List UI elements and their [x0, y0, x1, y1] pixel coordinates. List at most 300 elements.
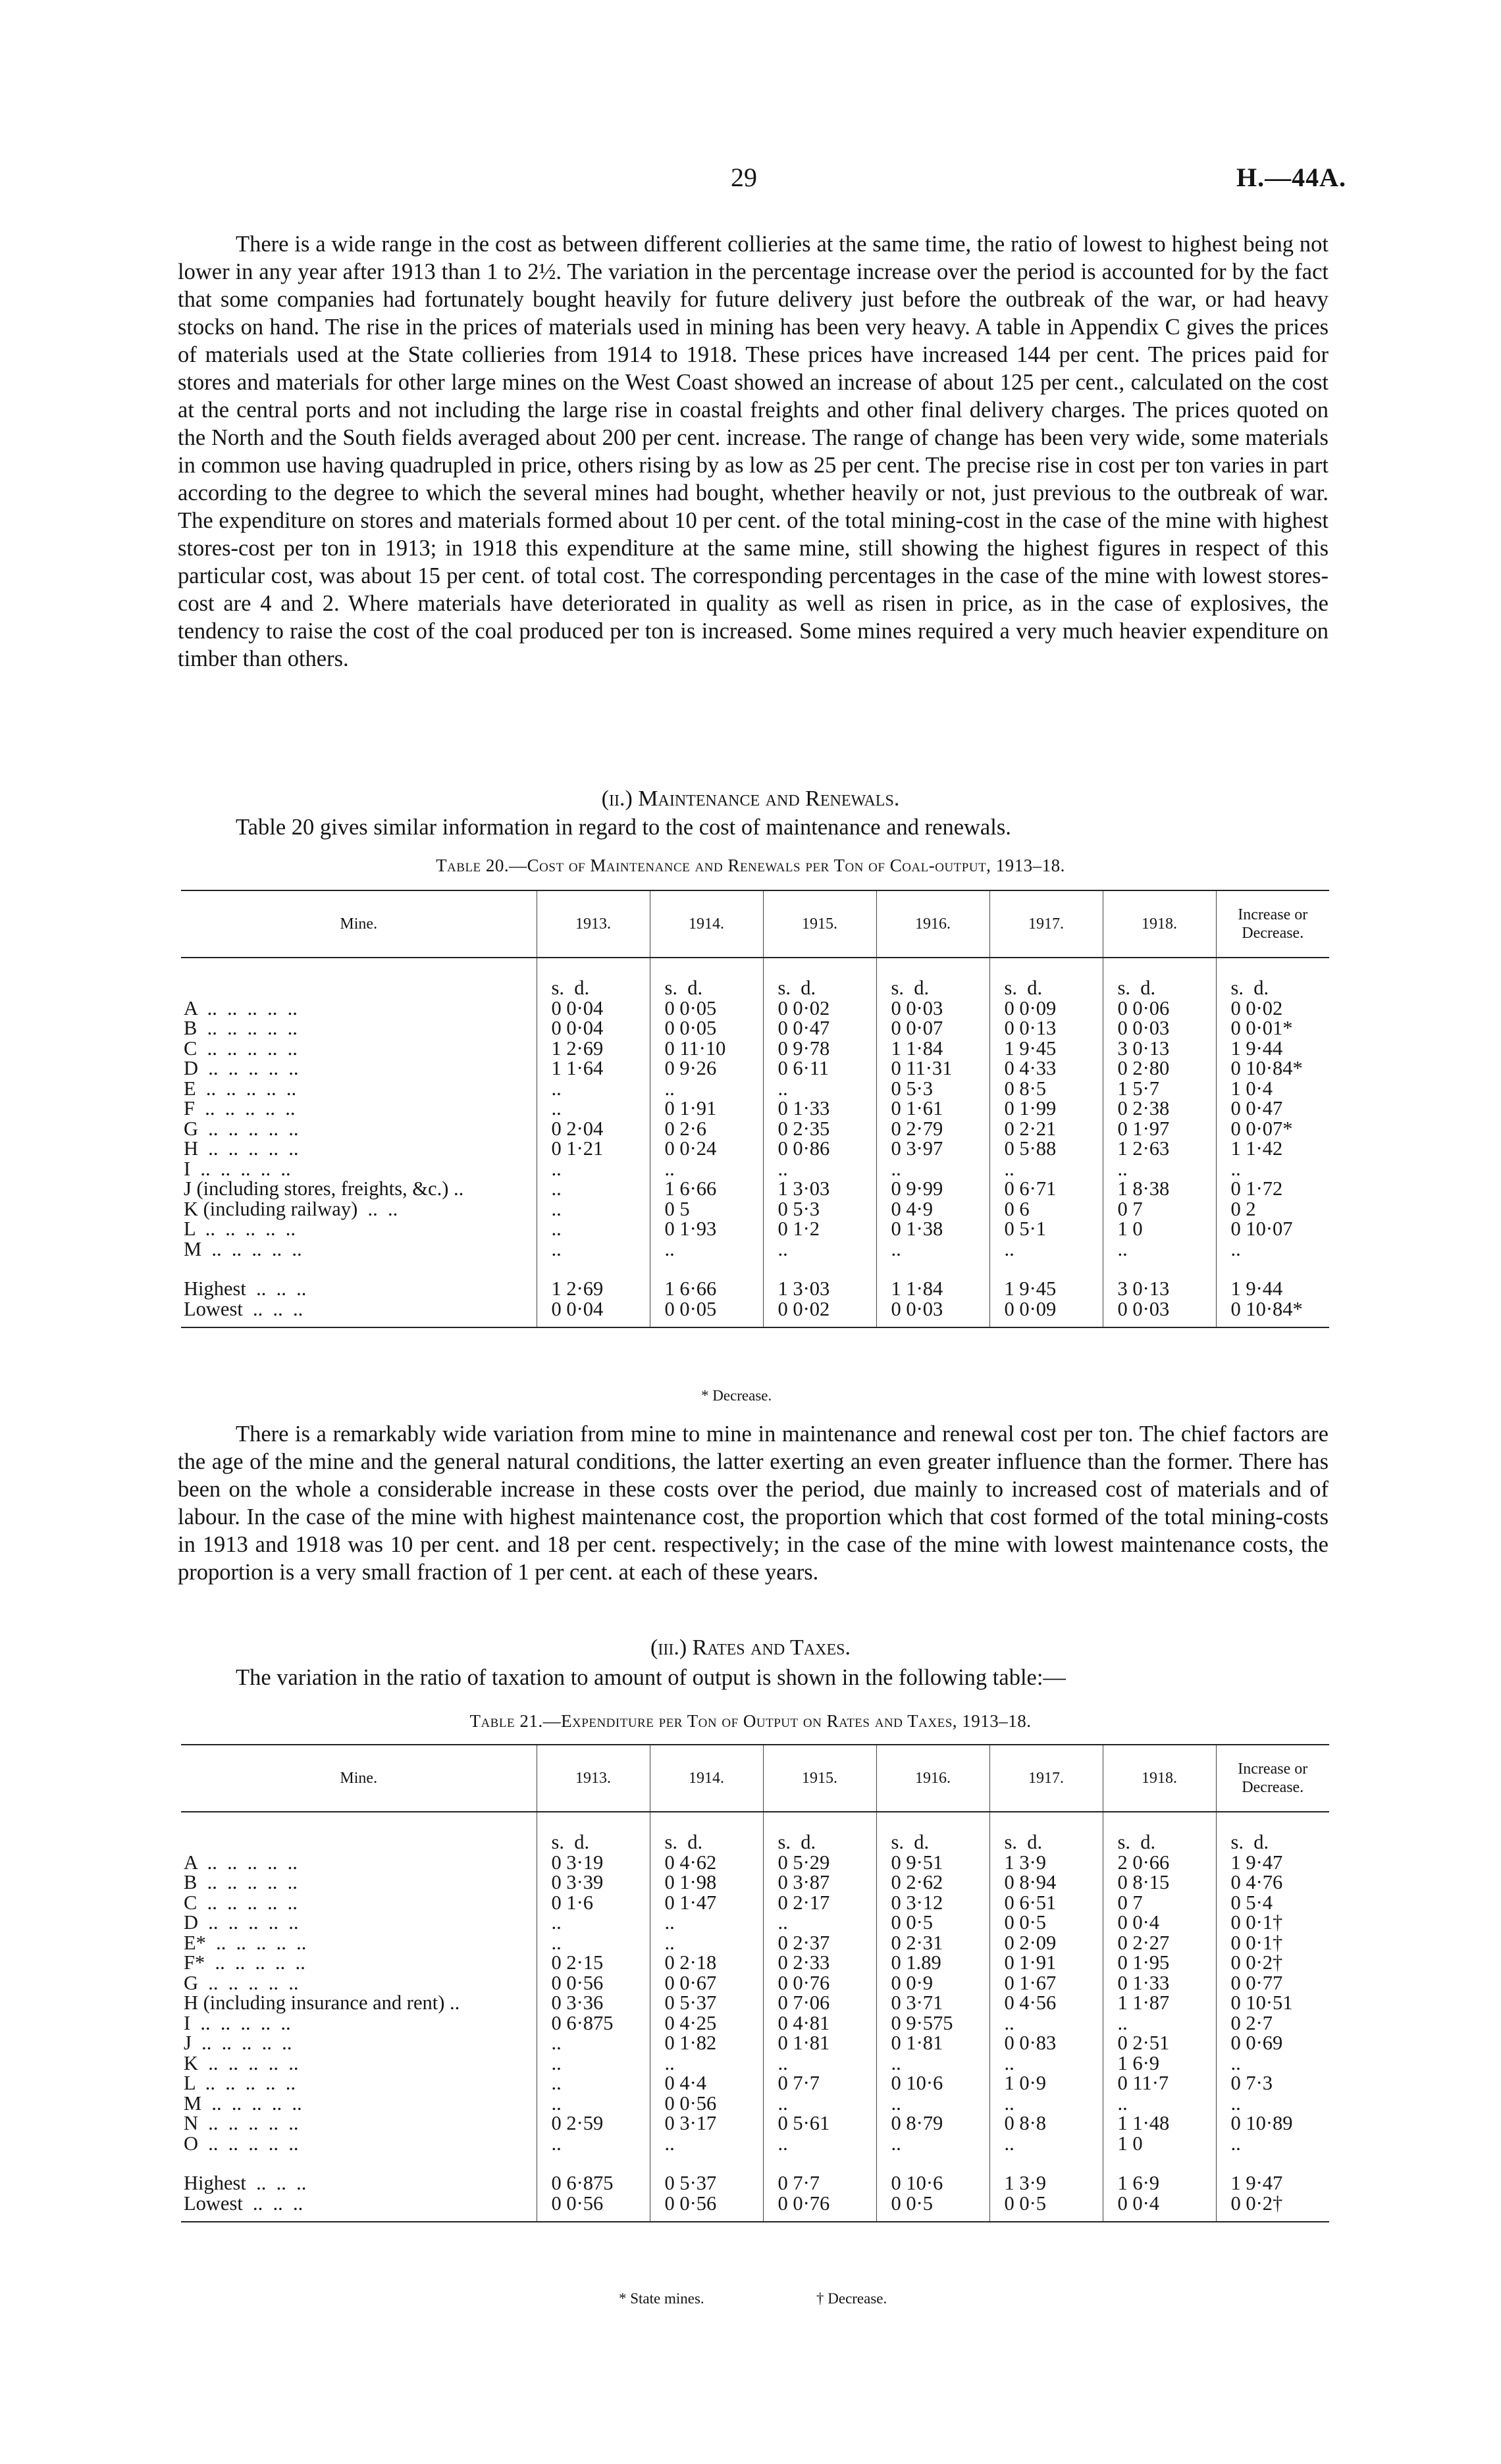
- table-cell: ..: [537, 2053, 650, 2074]
- row-label: H .. .. .. .. ..: [184, 1137, 299, 1160]
- table-cell: 1 1·48: [1103, 2113, 1216, 2134]
- table-20-maintenance: [181, 890, 1329, 1328]
- table-cell: 0 10·84*: [1216, 1058, 1329, 1079]
- row-label: L .. .. .. .. ..: [184, 1218, 296, 1240]
- table-cell: 0 10·6: [876, 2073, 989, 2093]
- unit-label: s. d.: [537, 958, 650, 998]
- table-cell: 0 0·05: [650, 1018, 763, 1039]
- table-cell: 0 0·02: [1216, 998, 1329, 1019]
- table-cell: ..: [537, 1219, 650, 1239]
- table-21-rates-taxes: [181, 1744, 1329, 2222]
- table-cell: ..: [989, 2053, 1103, 2074]
- table-row: [181, 1853, 1329, 1873]
- row-label: G .. .. .. .. ..: [184, 1117, 299, 1140]
- table-cell: ..: [763, 2053, 876, 2074]
- table-cell: 0 10·51: [1216, 1993, 1329, 2013]
- column-header: 1916.: [876, 890, 989, 958]
- table-cell: 0 0·04: [537, 1018, 650, 1039]
- table-cell: 0 7·3: [1216, 2073, 1329, 2093]
- table-cell: 0 4·33: [989, 1058, 1103, 1079]
- table-cell: 1 3·9: [989, 1853, 1103, 1873]
- table-cell: ..: [876, 2134, 989, 2154]
- table-cell: 0 7: [1103, 1199, 1216, 1219]
- table-cell: 0 10·84*: [1216, 1299, 1329, 1328]
- spacer-row: [181, 1259, 1329, 1279]
- table-cell: 0 2·35: [763, 1119, 876, 1139]
- table-cell: 0 1·67: [989, 1973, 1103, 1993]
- table-cell: 1 9·44: [1216, 1039, 1329, 1059]
- table-cell: 0 9·78: [763, 1039, 876, 1059]
- table-cell: 0 0·56: [537, 2194, 650, 2222]
- table-cell: ..: [537, 1933, 650, 1953]
- table-cell: 0 1·21: [537, 1139, 650, 1159]
- table-cell: ..: [537, 1239, 650, 1260]
- table-cell: 0 5·3: [876, 1079, 989, 1099]
- table-cell: 0 9·51: [876, 1853, 989, 1873]
- table-cell: 0 3·17: [650, 2113, 763, 2134]
- table-cell: 1 8·38: [1103, 1179, 1216, 1199]
- column-header: 1917.: [989, 1745, 1103, 1812]
- table-cell: ..: [650, 1159, 763, 1179]
- row-label: Highest .. .. ..: [184, 2172, 307, 2194]
- spacer-cell: [1216, 1259, 1329, 1279]
- spacer-cell: [650, 2153, 763, 2173]
- table-cell: 0 3·39: [537, 1872, 650, 1893]
- row-label: M .. .. .. .. ..: [184, 1237, 302, 1260]
- table-cell: 0 0·04: [537, 1299, 650, 1328]
- table-cell: 0 0·09: [989, 1299, 1103, 1328]
- table-cell: 0 1·81: [876, 2033, 989, 2053]
- table-cell: ..: [537, 2073, 650, 2093]
- table-row: [181, 1219, 1329, 1239]
- row-label: K .. .. .. .. ..: [184, 2051, 299, 2074]
- table-cell: 0 0·09: [989, 998, 1103, 1019]
- section-heading-rates-taxes: (iii.) Rates and Taxes.: [650, 1635, 851, 1660]
- table-cell: 0 2·21: [989, 1119, 1103, 1139]
- table-cell: 0 1·97: [1103, 1119, 1216, 1139]
- column-header: Increase or Decrease.: [1216, 890, 1329, 958]
- table-cell: 1 6·66: [650, 1179, 763, 1199]
- table-cell: 0 0·5: [876, 1912, 989, 1933]
- table-cell: ..: [989, 2093, 1103, 2114]
- table-row: [181, 1239, 1329, 1260]
- column-header: Increase or Decrease.: [1216, 1745, 1329, 1812]
- table-cell: 0 5·4: [1216, 1893, 1329, 1913]
- table-cell: ..: [537, 1079, 650, 1099]
- table-cell: 0 1·81: [763, 2033, 876, 2053]
- unit-label: s. d.: [876, 958, 989, 998]
- table-cell: 0 1·47: [650, 1893, 763, 1913]
- table-cell: 0 0·5: [989, 2194, 1103, 2222]
- table-cell: ..: [650, 2134, 763, 2154]
- table-cell: 0 1·95: [1103, 1953, 1216, 1973]
- table-cell: 0 1·61: [876, 1098, 989, 1119]
- table-cell: 0 8·79: [876, 2113, 989, 2134]
- table-cell: 0 3·87: [763, 1872, 876, 1893]
- table-cell: ..: [537, 2093, 650, 2114]
- table-cell: 1 2·69: [537, 1039, 650, 1059]
- table-row: [181, 2073, 1329, 2093]
- table-cell: 0 1·38: [876, 1219, 989, 1239]
- table-cell: 0 0·86: [763, 1139, 876, 1159]
- table-cell: 1 9·47: [1216, 1853, 1329, 1873]
- table-cell: ..: [650, 2053, 763, 2074]
- row-label: I .. .. .. .. ..: [184, 1157, 291, 1180]
- table-cell: 0 10·89: [1216, 2113, 1329, 2134]
- table-cell: 0 5·61: [763, 2113, 876, 2134]
- table-cell: ..: [650, 1933, 763, 1953]
- unit-label: s. d.: [650, 958, 763, 998]
- table-cell: ..: [537, 1912, 650, 1933]
- unit-spacer: [181, 958, 537, 998]
- spacer-cell: [1103, 1259, 1216, 1279]
- table-cell: 0 10·6: [876, 2173, 989, 2194]
- row-label: A .. .. .. .. ..: [184, 1851, 298, 1874]
- table-cell: 0 1·33: [1103, 1973, 1216, 1993]
- column-header: 1915.: [763, 890, 876, 958]
- table-cell: 0 1·91: [650, 1098, 763, 1119]
- table-cell: 0 0·5: [989, 1912, 1103, 1933]
- spacer-cell: [181, 1259, 537, 1279]
- table-cell: 0 0·05: [650, 998, 763, 1019]
- table-cell: 0 0·47: [763, 1018, 876, 1039]
- table-row: [181, 2113, 1329, 2134]
- table-cell: 0 4·4: [650, 2073, 763, 2093]
- table-cell: 0 4·9: [876, 1199, 989, 1219]
- table-cell: ..: [989, 1239, 1103, 1260]
- unit-label: s. d.: [989, 1812, 1103, 1853]
- paragraph-table21-intro: The variation in the ratio of taxation to amount of output is shown in the following table:—: [236, 1665, 1066, 1690]
- table-cell: 0 6·11: [763, 1058, 876, 1079]
- table-cell: 0 5·37: [650, 2173, 763, 2194]
- table20-header-row: [181, 890, 1329, 958]
- table-cell: 1 1·87: [1103, 1993, 1216, 2013]
- table-cell: 0 0·03: [876, 998, 989, 1019]
- table-cell: 0 2·15: [537, 1953, 650, 1973]
- table-cell: ..: [989, 1159, 1103, 1179]
- table-cell: 0 7·7: [763, 2073, 876, 2093]
- table-cell: 1 9·45: [989, 1039, 1103, 1059]
- column-header: Mine.: [181, 1745, 537, 1812]
- table-cell: 0 0·07*: [1216, 1119, 1329, 1139]
- row-label: J .. .. .. .. ..: [184, 2032, 292, 2054]
- spacer-cell: [763, 1259, 876, 1279]
- table-cell: ..: [537, 2033, 650, 2053]
- table-row: [181, 1953, 1329, 1973]
- table-cell: ..: [763, 2093, 876, 2114]
- table-cell: 0 0·47: [1216, 1098, 1329, 1119]
- table-row: [181, 1058, 1329, 1079]
- table-cell: 0 2·31: [876, 1933, 989, 1953]
- row-label: L .. .. .. .. ..: [184, 2072, 296, 2094]
- row-label: E .. .. .. .. ..: [184, 1077, 297, 1100]
- row-label: D .. .. .. .. ..: [184, 1057, 299, 1079]
- table-cell: ..: [989, 2013, 1103, 2034]
- table-cell: 0 0·4: [1103, 2194, 1216, 2222]
- table-cell: ..: [650, 1912, 763, 1933]
- unit-label: s. d.: [876, 1812, 989, 1853]
- table-cell: 0 0·03: [876, 1299, 989, 1328]
- table-row: [181, 1119, 1329, 1139]
- row-label: K (including railway) .. ..: [184, 1197, 398, 1220]
- table-cell: ..: [876, 1159, 989, 1179]
- table-cell: 0 11·7: [1103, 2073, 1216, 2093]
- spacer-cell: [537, 1259, 650, 1279]
- row-label: Lowest .. .. ..: [181, 2194, 537, 2222]
- table-cell: 0 0·13: [989, 1018, 1103, 1039]
- unit-label: s. d.: [1216, 1812, 1329, 1853]
- table-cell: 1 1·64: [537, 1058, 650, 1079]
- row-label: F .. .. .. .. ..: [184, 1097, 296, 1119]
- section-heading-maintenance: (ii.) Maintenance and Renewals.: [601, 786, 900, 811]
- table-cell: 1 3·03: [763, 1279, 876, 1299]
- column-header: 1914.: [650, 1745, 763, 1812]
- table21-footnote-state-mines: * State mines.: [619, 2290, 704, 2307]
- table-cell: ..: [763, 1239, 876, 1260]
- table-cell: 1 3·03: [763, 1179, 876, 1199]
- table-cell: 0 2·27: [1103, 1933, 1216, 1953]
- unit-label: s. d.: [763, 1812, 876, 1853]
- row-label: A .. .. .. .. ..: [184, 996, 298, 1019]
- table-cell: 0 0·4: [1103, 1912, 1216, 1933]
- table-cell: 0 0·77: [1216, 1973, 1329, 1993]
- summary-row: [181, 1299, 1329, 1328]
- table-cell: ..: [876, 1239, 989, 1260]
- table-row: [181, 2093, 1329, 2114]
- column-header: Mine.: [181, 890, 537, 958]
- table-cell: 0 8·5: [989, 1079, 1103, 1099]
- table-cell: 0 0·56: [650, 2093, 763, 2114]
- row-label: D .. .. .. .. ..: [184, 1911, 299, 1934]
- table-cell: 0 4·81: [763, 2013, 876, 2034]
- table-cell: 0 2·04: [537, 1119, 650, 1139]
- table-cell: 1 0·9: [989, 2073, 1103, 2093]
- table-cell: ..: [537, 1098, 650, 1119]
- table-cell: 0 3·97: [876, 1139, 989, 1159]
- table-row: [181, 1199, 1329, 1219]
- table-cell: 0 5·29: [763, 1853, 876, 1873]
- table-cell: ..: [537, 1159, 650, 1179]
- table-cell: 0 0·24: [650, 1139, 763, 1159]
- table-cell: 0 3·71: [876, 1993, 989, 2013]
- table-cell: 0 2·7: [1216, 2013, 1329, 2034]
- spacer-cell: [1103, 2153, 1216, 2173]
- table-cell: 1 5·7: [1103, 1079, 1216, 1099]
- column-header: 1913.: [537, 890, 650, 958]
- spacer-cell: [181, 2153, 537, 2173]
- table-cell: ..: [537, 2134, 650, 2154]
- table-cell: 0 1·98: [650, 1872, 763, 1893]
- table-cell: 0 2: [1216, 1199, 1329, 1219]
- table-cell: ..: [1103, 1159, 1216, 1179]
- table-cell: 0 0·02: [763, 998, 876, 1019]
- table-cell: ..: [1216, 2093, 1329, 2114]
- table-cell: ..: [1216, 1159, 1329, 1179]
- table-row: [181, 998, 1329, 1019]
- row-label: O .. .. .. .. ..: [184, 2132, 299, 2155]
- table-cell: ..: [1103, 2013, 1216, 2034]
- table-row: [181, 1079, 1329, 1099]
- table-cell: 1 1·84: [876, 1039, 989, 1059]
- table-row: [181, 1993, 1329, 2013]
- table-cell: 2 0·66: [1103, 1853, 1216, 1873]
- table-cell: 0 2·17: [763, 1893, 876, 1913]
- table-cell: 0 8·8: [989, 2113, 1103, 2134]
- document-reference: H.—44A.: [1236, 163, 1346, 192]
- table-cell: 0 2·80: [1103, 1058, 1216, 1079]
- table-cell: 0 2·09: [989, 1933, 1103, 1953]
- table-cell: 0 2·62: [876, 1872, 989, 1893]
- table-cell: 0 0·56: [650, 2194, 763, 2222]
- table-row: [181, 1139, 1329, 1159]
- table-cell: 0 1·33: [763, 1098, 876, 1119]
- row-label: I .. .. .. .. ..: [184, 2011, 291, 2034]
- table-row: [181, 1018, 1329, 1039]
- table-cell: 0 4·62: [650, 1853, 763, 1873]
- table-cell: 0 0·1†: [1216, 1912, 1329, 1933]
- row-label: E* .. .. .. .. ..: [184, 1931, 307, 1954]
- row-label: Lowest .. .. ..: [181, 1299, 537, 1328]
- table-cell: ..: [1216, 1239, 1329, 1260]
- table-cell: ..: [763, 1159, 876, 1179]
- spacer-row: [181, 2153, 1329, 2173]
- table-cell: ..: [763, 2134, 876, 2154]
- table-cell: ..: [1103, 2093, 1216, 2114]
- table-cell: 0 5: [650, 1199, 763, 1219]
- table-cell: 0 5·1: [989, 1219, 1103, 1239]
- table-cell: 0 1·82: [650, 2033, 763, 2053]
- row-label: M .. .. .. .. ..: [184, 2092, 302, 2115]
- table-cell: 1 3·9: [989, 2173, 1103, 2194]
- column-header: 1917.: [989, 890, 1103, 958]
- unit-label: s. d.: [1216, 958, 1329, 998]
- unit-label: s. d.: [1103, 1812, 1216, 1853]
- spacer-cell: [537, 2153, 650, 2173]
- table-row: [181, 1973, 1329, 1993]
- unit-row: [181, 1812, 1329, 1853]
- table-cell: 0 5·3: [763, 1199, 876, 1219]
- table-cell: 0 2·37: [763, 1933, 876, 1953]
- table-cell: 0 4·56: [989, 1993, 1103, 2013]
- table-cell: 0 7·06: [763, 1993, 876, 2013]
- table-cell: 1 1·84: [876, 1279, 989, 1299]
- table-cell: 0 5·88: [989, 1139, 1103, 1159]
- table-cell: ..: [650, 1239, 763, 1260]
- table-cell: 0 0·69: [1216, 2033, 1329, 2053]
- table-cell: ..: [989, 2134, 1103, 2154]
- table-cell: 0 11·31: [876, 1058, 989, 1079]
- table-cell: 3 0·13: [1103, 1039, 1216, 1059]
- table-cell: 1 0·4: [1216, 1079, 1329, 1099]
- paragraph-stores-costs: There is a wide range in the cost as between different collieries at the same time, the ratio of lowest to highest being not lower in any year after 1913 than 1 to 2½. The variation in the percentage increase over the period is accounted for by the fact that some companies had fortunately bought heavily for future delivery just before the outbreak of the war, or had heavy stocks on hand. The rise in the prices of materials used in mining has been very heavy. A table in Appendix C gives the prices of materials used at the State collieries from 1914 to 1918. These prices have increased 144 per cent. The prices paid for stores and materials for other large mines on the West Coast showed an increase of about 125 per cent., calculated on the cost at the central ports and not including the large rise in coastal freights and other final delivery charges. The prices quoted on the North and the South fields averaged about 200 per cent. increase. The range of change has been very wide, some materials in common use having quadrupled in price, others rising by as low as 25 per cent. The precise rise in cost per ton varies in part according to the degree to which the several mines had bought, whether heavily or not, just previous to the outbreak of war. The expenditure on stores and materials formed about 10 per cent. of the total mining-cost in the case of the mine with highest stores-cost per ton in 1913; in 1918 this expenditure at the same mine, still showing the highest figures in respect of this particular cost, was about 15 per cent. of total cost. The corresponding percentages in the case of the mine with lowest stores-cost are 4 and 2. Where materials have deteriorated in quality as well as risen in price, as in the case of explosives, the tendency to raise the cost of the coal produced per ton is increased. Some mines required a very much heavier expenditure on timber than others.: [178, 232, 1329, 671]
- table-cell: 0 0·83: [989, 2033, 1103, 2053]
- table-cell: 0 2·51: [1103, 2033, 1216, 2053]
- table-cell: 0 3·19: [537, 1853, 650, 1873]
- spacer-cell: [763, 2153, 876, 2173]
- table-cell: 1 1·42: [1216, 1139, 1329, 1159]
- table-cell: 0 7·7: [763, 2173, 876, 2194]
- table-cell: 0 1·99: [989, 1098, 1103, 1119]
- unit-label: s. d.: [989, 958, 1103, 998]
- page-number: 29: [731, 163, 757, 192]
- table-cell: 0 0·03: [1103, 1018, 1216, 1039]
- table-cell: 0 0·67: [650, 1973, 763, 1993]
- table-cell: 0 3·12: [876, 1893, 989, 1913]
- table-row: [181, 1098, 1329, 1119]
- table-cell: 0 6·875: [537, 2173, 650, 2194]
- unit-row: [181, 958, 1329, 998]
- table-row: [181, 1933, 1329, 1953]
- table-cell: 1 9·44: [1216, 1279, 1329, 1299]
- table-cell: 0 0·1†: [1216, 1933, 1329, 1953]
- table-cell: 0 1·72: [1216, 1179, 1329, 1199]
- table-cell: 0 7: [1103, 1893, 1216, 1913]
- table-cell: 0 10·07: [1216, 1219, 1329, 1239]
- table-cell: 0 0·9: [876, 1973, 989, 1993]
- spacer-cell: [989, 2153, 1103, 2173]
- table-cell: 0 1·2: [763, 1219, 876, 1239]
- table-row: [181, 1179, 1329, 1199]
- table-cell: ..: [876, 2053, 989, 2074]
- table-cell: 0 0·05: [650, 1299, 763, 1328]
- table-cell: 0 0·5: [876, 2194, 989, 2222]
- table-cell: 0 8·94: [989, 1872, 1103, 1893]
- table-cell: 0 0·07: [876, 1018, 989, 1039]
- table-row: [181, 1159, 1329, 1179]
- table-cell: 0 11·10: [650, 1039, 763, 1059]
- table-cell: ..: [650, 1079, 763, 1099]
- column-header: 1915.: [763, 1745, 876, 1812]
- table-cell: 0 0·2†: [1216, 2194, 1329, 2222]
- unit-label: s. d.: [650, 1812, 763, 1853]
- table-cell: 0 6·875: [537, 2013, 650, 2034]
- table-cell: ..: [763, 1912, 876, 1933]
- table21-footnote-decrease: † Decrease.: [816, 2290, 887, 2307]
- row-label: J (including stores, freights, &c.) ..: [184, 1177, 464, 1200]
- table21-header-row: [181, 1745, 1329, 1812]
- table-cell: 0 2·79: [876, 1119, 989, 1139]
- spacer-cell: [650, 1259, 763, 1279]
- table-cell: 0 2·6: [650, 1119, 763, 1139]
- table-row: [181, 1039, 1329, 1059]
- table-cell: 1 6·66: [650, 1279, 763, 1299]
- table-cell: ..: [1103, 1239, 1216, 1260]
- table-cell: ..: [1216, 2053, 1329, 2074]
- table-cell: 0 9·26: [650, 1058, 763, 1079]
- table-cell: 0 0·56: [537, 1973, 650, 1993]
- table-row: [181, 2134, 1329, 2154]
- spacer-cell: [989, 1259, 1103, 1279]
- unit-label: s. d.: [763, 958, 876, 998]
- table-cell: 1 9·45: [989, 1279, 1103, 1299]
- table-cell: 0 0·02: [763, 1299, 876, 1328]
- table-cell: 1 2·63: [1103, 1139, 1216, 1159]
- column-header: 1918.: [1103, 890, 1216, 958]
- row-label: H (including insurance and rent) ..: [184, 1991, 460, 2014]
- table-cell: 1 6·9: [1103, 2053, 1216, 2074]
- table-cell: ..: [537, 1199, 650, 1219]
- row-label: G .. .. .. .. ..: [184, 1971, 299, 1994]
- table20-caption: Table 20.—Cost of Maintenance and Renewals per Ton of Coal-output, 1913–18.: [436, 856, 1065, 875]
- unit-spacer: [181, 1812, 537, 1853]
- unit-label: s. d.: [537, 1812, 650, 1853]
- table-cell: 0 0·76: [763, 1973, 876, 1993]
- row-label: B .. .. .. .. ..: [184, 1871, 298, 1893]
- row-label: N .. .. .. .. ..: [184, 2112, 299, 2134]
- row-label: Highest .. .. ..: [184, 1277, 307, 1300]
- spacer-cell: [876, 1259, 989, 1279]
- column-header: 1914.: [650, 890, 763, 958]
